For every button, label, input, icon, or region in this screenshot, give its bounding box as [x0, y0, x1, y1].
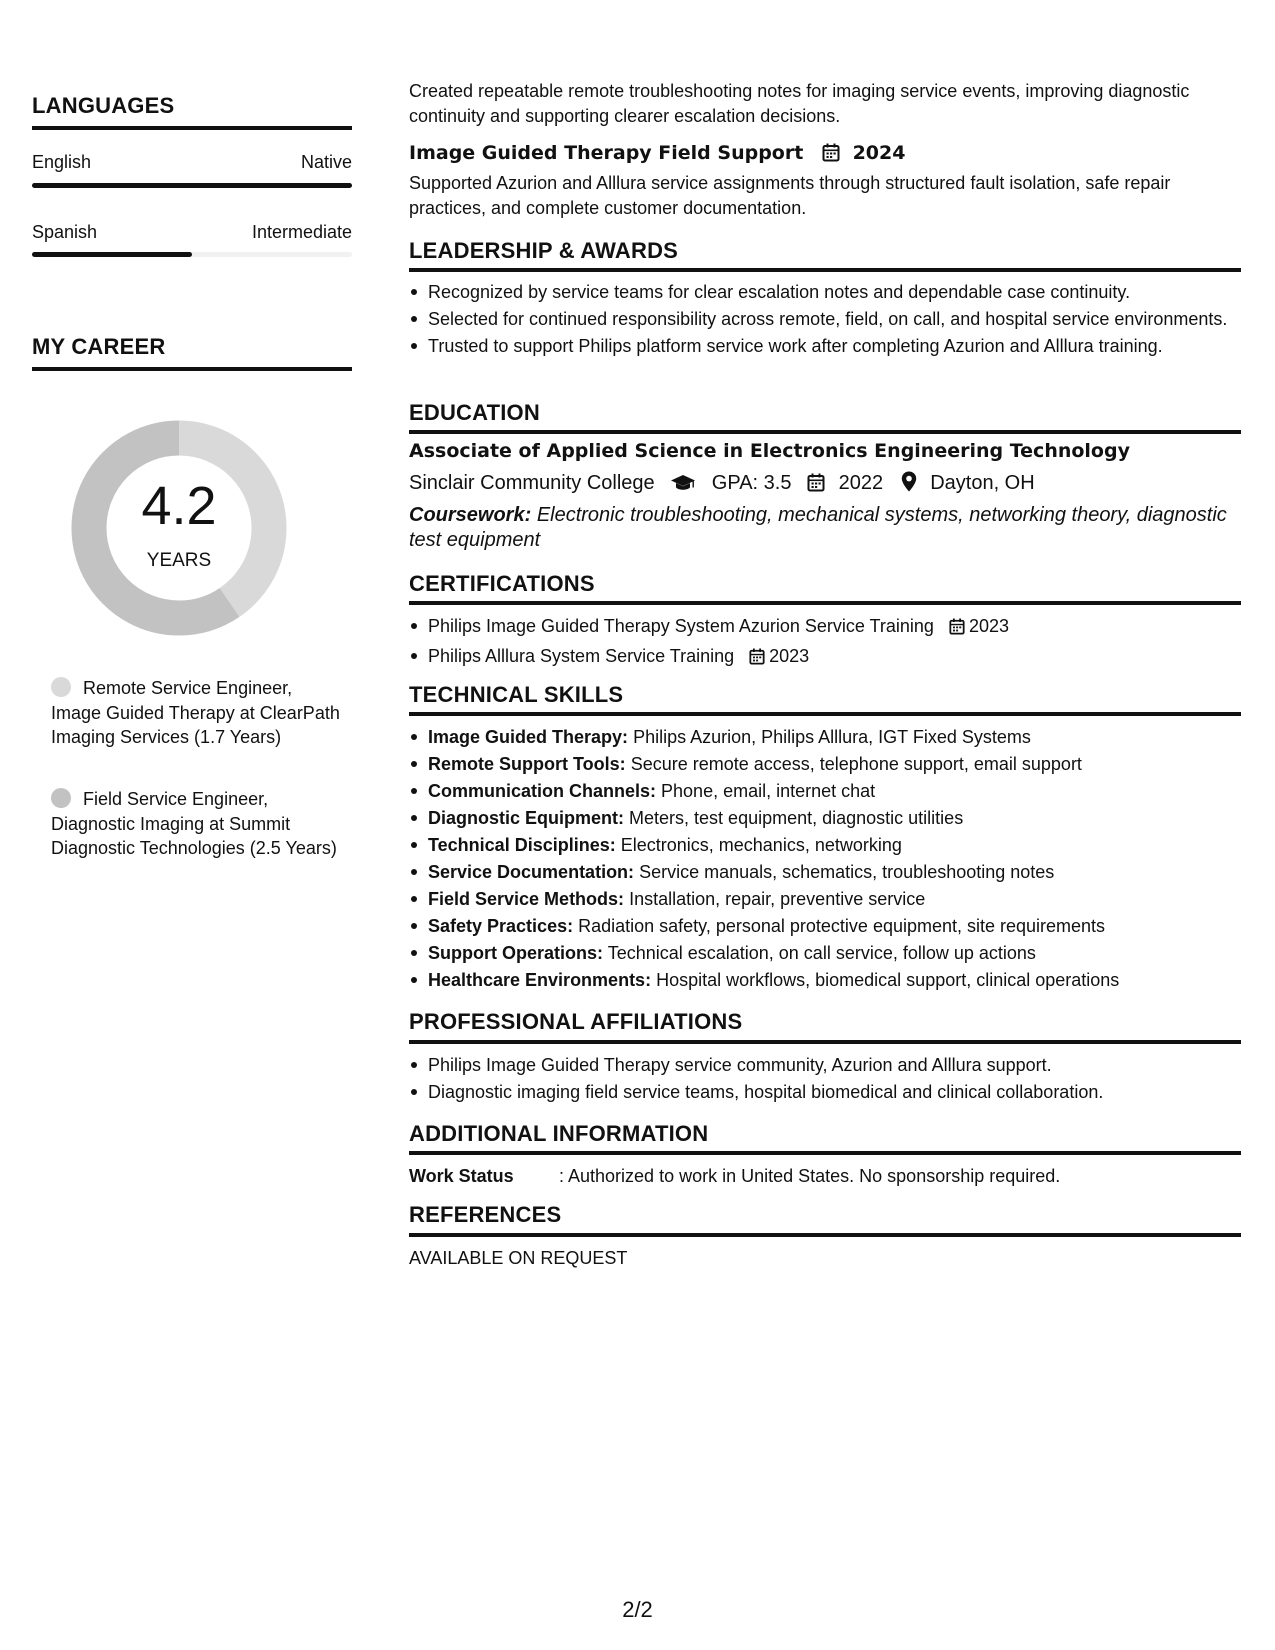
certification-year: 2023 [968, 616, 1009, 636]
list-item: Trusted to support Philips platform service work after completing Azurion and Alllura training. [409, 334, 1241, 359]
career-total-value: 4.2 [141, 476, 217, 536]
skill-label: Communication Channels: [428, 781, 657, 801]
skill-label: Support Operations: [428, 943, 603, 963]
gpa: GPA: 3.5 [711, 472, 792, 494]
skill-label: Safety Practices: [428, 916, 574, 936]
page-number: 2/2 [622, 1597, 653, 1622]
list-item [409, 614, 1241, 642]
project-year: 2024 [852, 142, 906, 164]
certifications-list [409, 614, 1241, 674]
work-status-value: : Authorized to work in United States. No sponsorship required. [559, 1166, 1061, 1186]
skills-list [409, 725, 1241, 995]
skill-value: Electronics, mechanics, networking [620, 835, 902, 855]
calendar-icon [807, 473, 825, 498]
skill-label: Field Service Methods: [428, 889, 625, 909]
career-item-label: Remote Service Engineer, Image Guided Therapy at ClearPath Imaging Services (1.7 Years) [51, 678, 340, 747]
work-status-row [409, 1164, 1241, 1189]
skill-label: Technical Disciplines: [428, 835, 616, 855]
list-item [409, 779, 1241, 804]
language-name: Spanish [32, 222, 98, 242]
graduation-cap-icon [670, 474, 696, 498]
career-item-label: Field Service Engineer, Diagnostic Imaging at Summit Diagnostic Technologies (2.5 Years) [51, 789, 337, 858]
skill-value: Meters, test equipment, diagnostic utilities [629, 808, 964, 828]
career-donut-chart [66, 415, 292, 641]
career-heading: MY CAREER [32, 334, 166, 359]
language-level: Native [300, 152, 352, 172]
list-item [409, 887, 1241, 912]
additional-info-rule [409, 1151, 1241, 1155]
career-legend-item [51, 787, 341, 861]
language-bar-spanish [32, 252, 352, 257]
career-total-unit: YEARS [146, 550, 212, 571]
education-rule [409, 430, 1241, 434]
list-item [409, 941, 1241, 966]
list-item [409, 968, 1241, 993]
calendar-icon [822, 143, 840, 167]
language-bar-fill [32, 252, 192, 257]
additional-info-heading: ADDITIONAL INFORMATION [409, 1121, 709, 1146]
legend-dot [51, 788, 71, 808]
list-item: Diagnostic imaging field service teams, hospital biomedical and clinical collaboration. [409, 1080, 1241, 1105]
language-bar-english [32, 183, 352, 188]
skill-value: Phone, email, internet chat [661, 781, 876, 801]
school-location: Dayton, OH [930, 472, 1035, 494]
list-item [409, 914, 1241, 939]
references-text: AVAILABLE ON REQUEST [409, 1248, 628, 1268]
list-item: Philips Image Guided Therapy service community, Azurion and Alllura support. [409, 1053, 1241, 1078]
certifications-heading: CERTIFICATIONS [409, 571, 595, 596]
school-name: Sinclair Community College [409, 472, 655, 494]
skills-rule [409, 712, 1241, 716]
list-item [409, 806, 1241, 831]
references-heading: REFERENCES [409, 1202, 562, 1227]
leadership-list [409, 280, 1241, 361]
work-status-label: Work Status [409, 1166, 514, 1186]
certification-name: Philips Alllura System Service Training [428, 646, 735, 666]
list-item [409, 860, 1241, 885]
project-title: Image Guided Therapy Field Support [409, 142, 804, 164]
coursework [409, 503, 1241, 552]
list-item [409, 644, 1241, 672]
skill-value: Radiation safety, personal protective equipment, site requirements [578, 916, 1106, 936]
skill-label: Diagnostic Equipment: [428, 808, 625, 828]
calendar-icon [749, 647, 765, 672]
map-pin-icon [901, 471, 917, 498]
legend-dot [51, 677, 71, 697]
affiliations-list [409, 1053, 1241, 1107]
references-rule [409, 1233, 1241, 1237]
language-level: Intermediate [251, 222, 352, 242]
skill-value: Service manuals, schematics, troubleshooting notes [639, 862, 1055, 882]
certification-year: 2023 [769, 646, 810, 666]
certification-name: Philips Image Guided Therapy System Azurion Service Training [428, 616, 934, 636]
certifications-rule [409, 601, 1241, 605]
skill-value: Secure remote access, telephone support, email support [630, 754, 1082, 774]
skill-label: Remote Support Tools: [428, 754, 626, 774]
skill-value: Technical escalation, on call service, follow up actions [607, 943, 1036, 963]
calendar-icon [949, 617, 965, 642]
list-item [409, 752, 1241, 777]
list-item: Recognized by service teams for clear escalation notes and dependable case continuity. [409, 280, 1241, 305]
languages-rule [32, 126, 352, 130]
leadership-heading: LEADERSHIP & AWARDS [409, 238, 679, 263]
degree-title: Associate of Applied Science in Electronics Engineering Technology [409, 440, 1130, 462]
career-legend-item [51, 676, 341, 750]
skill-label: Healthcare Environments: [428, 970, 652, 990]
career-rule [32, 367, 352, 371]
skill-value: Installation, repair, preventive service [629, 889, 926, 909]
languages-heading: LANGUAGES [32, 93, 175, 118]
coursework-label: Coursework: [409, 504, 532, 526]
skill-value: Hospital workflows, biomedical support, clinical operations [656, 970, 1120, 990]
experience-bullet-tail: Created repeatable remote troubleshooting notes for imaging service events, improving diagnostic continuity and supporting clearer escalation decisions. [409, 81, 1190, 126]
skill-label: Service Documentation: [428, 862, 635, 882]
education-details [409, 471, 1241, 498]
list-item [409, 833, 1241, 858]
skills-heading: TECHNICAL SKILLS [409, 682, 624, 707]
project-description: Supported Azurion and Alllura service assignments through structured fault isolation, safe repair practices, and complete customer documentation. [409, 173, 1171, 218]
leadership-rule [409, 268, 1241, 272]
graduation-year: 2022 [838, 472, 884, 494]
language-name: English [32, 152, 92, 172]
education-heading: EDUCATION [409, 400, 540, 425]
list-item [409, 725, 1241, 750]
coursework-text: Electronic troubleshooting, mechanical systems, networking theory, diagnostic test equipment [409, 504, 1227, 551]
list-item: Selected for continued responsibility across remote, field, on call, and hospital service environments. [409, 307, 1241, 332]
skill-value: Philips Azurion, Philips Alllura, IGT Fixed Systems [633, 727, 1031, 747]
language-bar-fill [32, 183, 352, 188]
affiliations-heading: PROFESSIONAL AFFILIATIONS [409, 1009, 743, 1034]
project-heading [409, 142, 905, 167]
skill-label: Image Guided Therapy: [428, 727, 629, 747]
affiliations-rule [409, 1040, 1241, 1044]
